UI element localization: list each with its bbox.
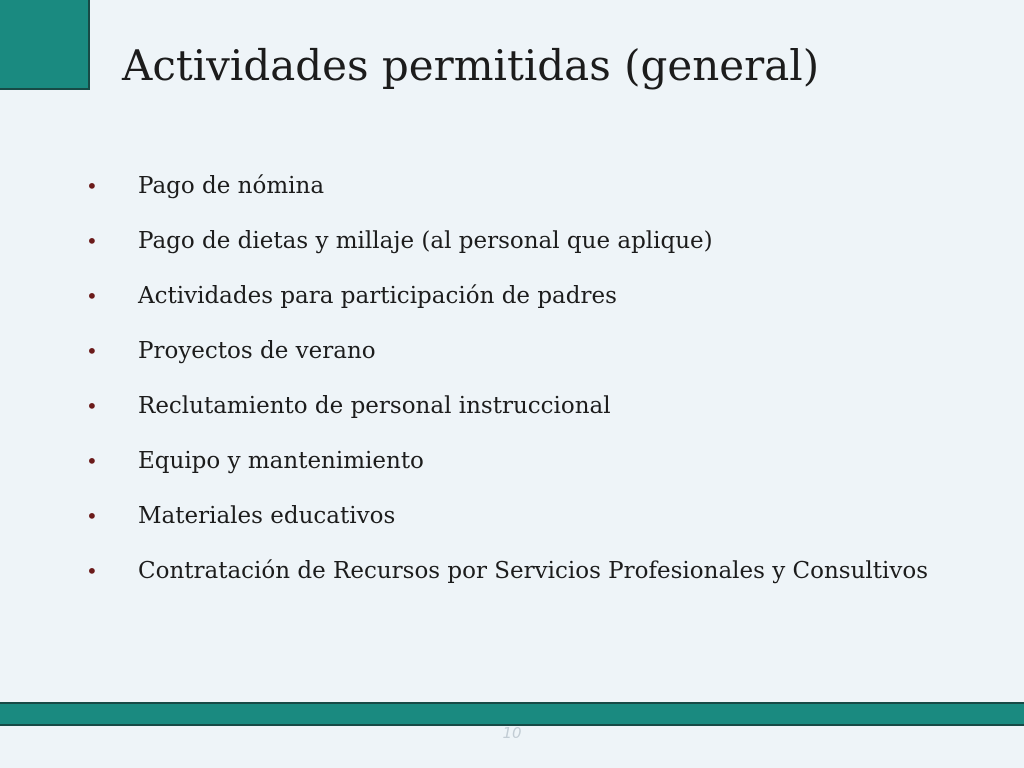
bullet-item — [84, 441, 964, 496]
bullet-text: Equipo y mantenimiento — [138, 448, 424, 474]
bullet-text: Contratación de Recursos por Servicios Profesionales y Consultivos — [138, 558, 929, 584]
page-number: 10 — [502, 724, 522, 742]
bullet-text: Pago de nómina — [138, 173, 325, 199]
bullet-icon: • — [86, 229, 98, 253]
bullet-item — [84, 166, 964, 221]
bullet-item — [84, 221, 964, 276]
bullet-item — [84, 331, 964, 386]
bullet-icon: • — [86, 394, 98, 418]
bullet-icon: • — [86, 504, 98, 528]
bullet-item — [84, 386, 964, 441]
corner-accent-square — [0, 0, 90, 90]
bullet-icon: • — [86, 174, 98, 198]
bullet-text: Materiales educativos — [138, 503, 396, 529]
bullet-item — [84, 276, 964, 331]
bullet-icon: • — [86, 449, 98, 473]
bullet-item — [84, 551, 964, 591]
bullet-list — [84, 166, 964, 591]
bullet-icon: • — [86, 559, 98, 583]
bullet-text: Reclutamiento de personal instruccional — [138, 393, 611, 419]
bullet-item — [84, 496, 964, 551]
bullet-text: Proyectos de verano — [138, 338, 376, 364]
bullet-text: Pago de dietas y millaje (al personal que aplique) — [138, 228, 713, 254]
bullet-icon: • — [86, 339, 98, 363]
footer-bar — [0, 702, 1024, 726]
slide-title: Actividades permitidas (general) — [122, 41, 820, 90]
bullet-icon: • — [86, 284, 98, 308]
bullet-text: Actividades para participación de padres — [138, 283, 617, 309]
